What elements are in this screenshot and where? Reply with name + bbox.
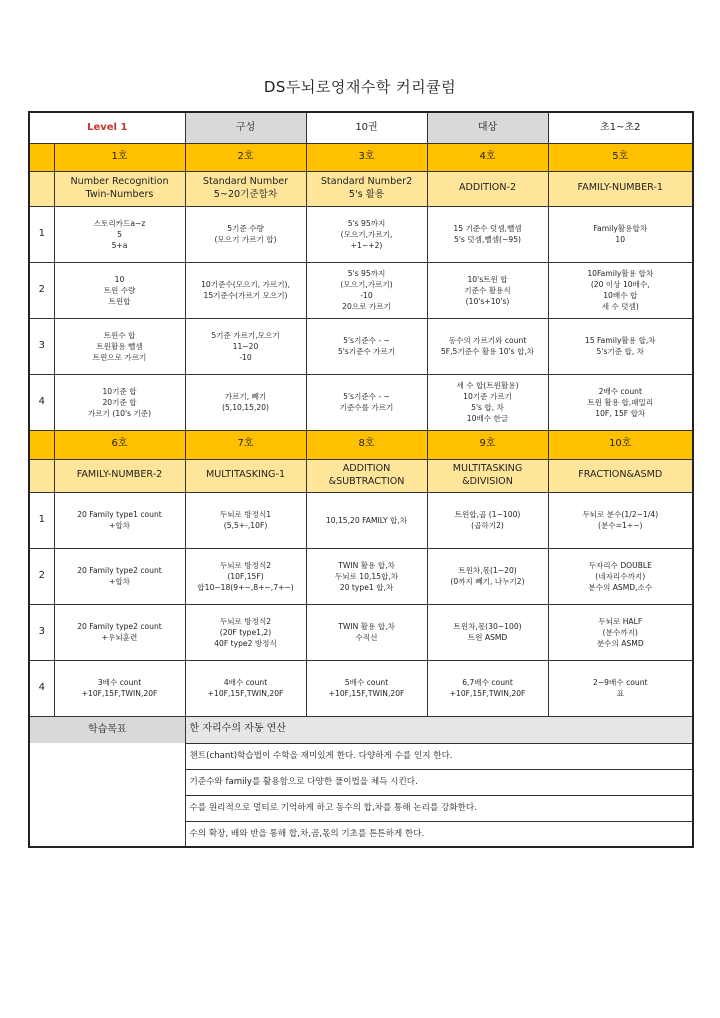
volume-name: Number Recognition Twin-Numbers	[54, 171, 185, 206]
volume-label: 1호	[54, 143, 185, 171]
goal-row	[29, 716, 693, 743]
lesson-cell: 세 수 합(트윈활용) 10기준 가르기 5's 합, 차 10배수 한글	[427, 374, 548, 430]
name-corner	[29, 459, 54, 492]
goal-row	[29, 743, 693, 769]
lesson-cell: 15 Family활용 합,차 5's기준 합, 차	[548, 318, 693, 374]
goal-label-blank	[29, 743, 185, 769]
volume-name: Standard Number2 5's 활용	[306, 171, 427, 206]
volume-label: 4호	[427, 143, 548, 171]
section2-volume-row	[29, 430, 693, 459]
lesson-cell: 두뇌로 HALF (분수까지) 분수의 ASMD	[548, 604, 693, 660]
week-number: 2	[29, 262, 54, 318]
goal-row	[29, 821, 693, 847]
volume-label: 8호	[306, 430, 427, 459]
goal-item: 수를 원리적으로 멀티로 기억하게 하고 동수의 합,차를 통해 논리를 강화한다.	[185, 795, 693, 821]
lesson-cell: 20 Family type2 count +합차	[54, 548, 185, 604]
section2-name-row	[29, 459, 693, 492]
lesson-cell: 5's기준수 - ~ 5's기준수 가르기	[306, 318, 427, 374]
target-value: 초1~초2	[548, 112, 693, 143]
curriculum-table	[28, 111, 694, 848]
goal-label-blank	[29, 821, 185, 847]
goal-label-blank	[29, 795, 185, 821]
volume-name: Standard Number 5~20기준합차	[185, 171, 306, 206]
volume-label: 7호	[185, 430, 306, 459]
volume-label: 3호	[306, 143, 427, 171]
page-title: DS두뇌로영재수학 커리큘럼	[263, 78, 457, 96]
week-number: 3	[29, 318, 54, 374]
table-row	[29, 374, 693, 430]
goal-item: 수의 확장, 배와 반을 통해 합,차,곱,몫의 기초를 튼튼하게 한다.	[185, 821, 693, 847]
volume-name: ADDITION &SUBTRACTION	[306, 459, 427, 492]
lesson-cell: 스토리카드a~z 5 5+a	[54, 206, 185, 262]
lesson-cell: 6,7배수 count +10F,15F,TWIN,20F	[427, 660, 548, 716]
volume-label: 9호	[427, 430, 548, 459]
goal-row	[29, 795, 693, 821]
lesson-cell: 트윈수 합 트윈활용 뺄셈 트윈으로 가르기	[54, 318, 185, 374]
target-label: 대상	[427, 112, 548, 143]
lesson-cell: TWIN 활용 합,차 수직선	[306, 604, 427, 660]
composition-label: 구성	[185, 112, 306, 143]
table-row	[29, 262, 693, 318]
lesson-cell: 두뇌로 방정식2 (10F,15F) 합10~18(9+~,8+~,7+~)	[185, 548, 306, 604]
lesson-cell: 10기준 합 20기준 합 가르기 (10's 기준)	[54, 374, 185, 430]
week-number: 2	[29, 548, 54, 604]
lesson-cell: 두자리수 DOUBLE (네자리수까지) 분수의 ASMD,소수	[548, 548, 693, 604]
table-row	[29, 548, 693, 604]
lesson-cell: 10,15,20 FAMILY 합,차	[306, 492, 427, 548]
lesson-cell: 10's트윈 합 기준수 활용식 (10's+10's)	[427, 262, 548, 318]
lesson-cell: 두뇌로 방정식2 (20F type1,2) 40F type2 방정식	[185, 604, 306, 660]
table-row	[29, 318, 693, 374]
week-number: 1	[29, 492, 54, 548]
lesson-cell: 15 기준수 덧셈,뺄셈 5's 덧셈,뺄셈(~95)	[427, 206, 548, 262]
goal-item: 한 자리수의 자동 연산	[185, 716, 693, 743]
lesson-cell: 5기준 수량 (모으기 가르기 합)	[185, 206, 306, 262]
volume-label: 6호	[54, 430, 185, 459]
table-row	[29, 604, 693, 660]
lesson-cell: 트윈차,몫(1~20) (0까지 빼기, 나누기2)	[427, 548, 548, 604]
volume-name: FAMILY-NUMBER-1	[548, 171, 693, 206]
volume-label: 2호	[185, 143, 306, 171]
volume-corner	[29, 143, 54, 171]
lesson-cell: 10Family활용 합차 (20 이상 10배수, 10배수 합 세 수 덧셈)	[548, 262, 693, 318]
volume-name: ADDITION-2	[427, 171, 548, 206]
lesson-cell: Family활용합차 10	[548, 206, 693, 262]
week-number: 3	[29, 604, 54, 660]
lesson-cell: 가르기, 빼기 (5,10,15,20)	[185, 374, 306, 430]
lesson-cell: 10 트윈 수량 트윈합	[54, 262, 185, 318]
table-row	[29, 206, 693, 262]
volume-name: MULTITASKING &DIVISION	[427, 459, 548, 492]
lesson-cell: 트윈합,곱 (1~100) (곱하기2)	[427, 492, 548, 548]
table-row	[29, 492, 693, 548]
lesson-cell: 20 Family type1 count +합차	[54, 492, 185, 548]
lesson-cell: 동수의 가르기와 count 5F,5기준수 활용 10's 합,차	[427, 318, 548, 374]
level-label: Level 1	[29, 112, 185, 143]
section1-volume-row	[29, 143, 693, 171]
goal-item: 기준수와 family를 활용함으로 다양한 풀이법을 체득 시킨다.	[185, 769, 693, 795]
volume-name: MULTITASKING-1	[185, 459, 306, 492]
name-corner	[29, 171, 54, 206]
goal-item: 챈트(chant)학습법이 수학을 재미있게 한다. 다양하게 수를 인지 한다.	[185, 743, 693, 769]
week-number: 1	[29, 206, 54, 262]
lesson-cell: 두뇌로 방정식1 (5,5+-,10F)	[185, 492, 306, 548]
volume-name: FAMILY-NUMBER-2	[54, 459, 185, 492]
goal-label: 학습목표	[29, 716, 185, 743]
lesson-cell: 3배수 count +10F,15F,TWIN,20F	[54, 660, 185, 716]
composition-value: 10권	[306, 112, 427, 143]
volume-label: 5호	[548, 143, 693, 171]
lesson-cell: 5's 95까지 (모으기,가르기, +1~+2)	[306, 206, 427, 262]
goal-label-blank	[29, 769, 185, 795]
lesson-cell: 5's기준수 - ~ 기준수를 가르기	[306, 374, 427, 430]
volume-corner	[29, 430, 54, 459]
lesson-cell: 2~9배수 count 표	[548, 660, 693, 716]
lesson-cell: 5's 95까지 (모으기,가르기) -10 20으로 가르기	[306, 262, 427, 318]
lesson-cell: 10기준수(모으기, 가르기), 15기준수(가르기 모으기)	[185, 262, 306, 318]
lesson-cell: 트윈차,몫(30~100) 트윈 ASMD	[427, 604, 548, 660]
lesson-cell: 5기준 가르기,모으기 11~20 -10	[185, 318, 306, 374]
header-row	[29, 112, 693, 143]
week-number: 4	[29, 660, 54, 716]
table-row	[29, 660, 693, 716]
lesson-cell: 2배수 count 트윈 활용 합,패밀리 10F, 15F 합차	[548, 374, 693, 430]
lesson-cell: 4배수 count +10F,15F,TWIN,20F	[185, 660, 306, 716]
volume-name: FRACTION&ASMD	[548, 459, 693, 492]
volume-label: 10호	[548, 430, 693, 459]
lesson-cell: 5배수 count +10F,15F,TWIN,20F	[306, 660, 427, 716]
lesson-cell: 두뇌로 분수(1/2~1/4) (분수=1÷~)	[548, 492, 693, 548]
lesson-cell: 20 Family type2 count +우뇌훈련	[54, 604, 185, 660]
week-number: 4	[29, 374, 54, 430]
goal-row	[29, 769, 693, 795]
section1-name-row	[29, 171, 693, 206]
lesson-cell: TWIN 활용 합,차 두뇌로 10,15합,차 20 type1 합,차	[306, 548, 427, 604]
